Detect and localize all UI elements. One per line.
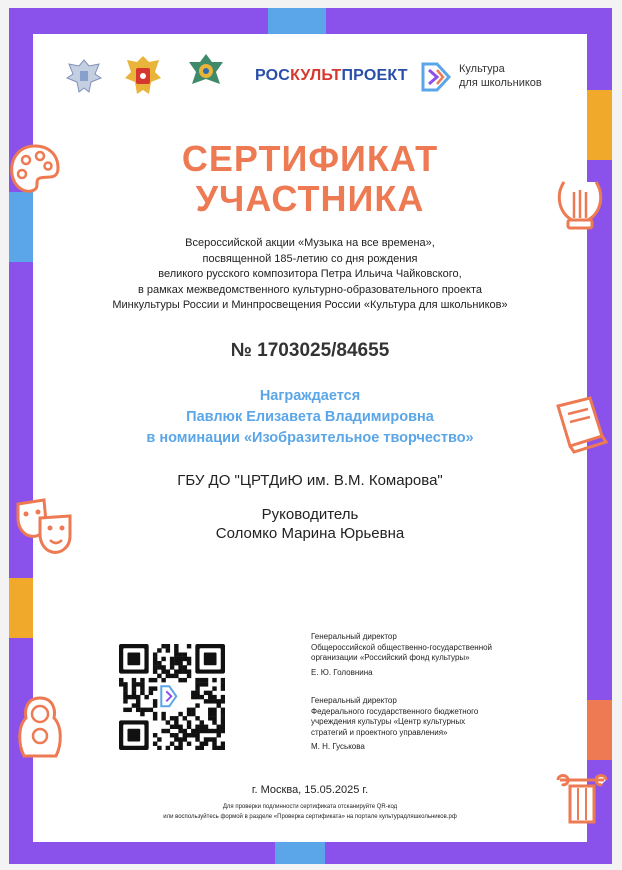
certificate-title-line1: СЕРТИФИКАТ <box>181 138 439 179</box>
moscow-emblem <box>123 54 163 103</box>
frame-band-right-yellow <box>587 90 612 160</box>
diplomatic-emblem <box>185 52 227 101</box>
frame-band-top-blue <box>268 8 326 34</box>
organization-name: ГБУ ДО "ЦРТДиЮ им. В.М. Комарова" <box>177 472 443 489</box>
qr-code <box>119 644 225 750</box>
kultura-logo-line2: для школьников <box>459 77 542 89</box>
roskultproekt-part1: РОС <box>255 67 291 84</box>
award-label: Награждается <box>259 388 361 404</box>
supervisor-name: Соломко Марина Юрьевна <box>215 525 405 542</box>
theatre-masks-icon <box>12 496 78 565</box>
column-icon <box>552 770 612 835</box>
signature-org-line: Общероссийской общественно-государственной <box>311 642 493 652</box>
book-icon <box>548 392 612 463</box>
description-line: великого русского композитора Петра Ильича Чайковского, <box>158 268 462 280</box>
signature-org-line: организации «Российский фонд культуры» <box>311 653 470 662</box>
matryoshka-icon <box>10 694 70 769</box>
signature-name: Е. Ю. Головнина <box>311 667 373 677</box>
signature-org-line: учреждения культуры «Центр культурных <box>311 717 466 726</box>
frame-band-right-orange <box>587 700 612 760</box>
frame-band-bottom-blue <box>275 842 325 864</box>
signature-title: Генеральный директор <box>311 696 397 705</box>
place-date: г. Москва, 15.05.2025 г. <box>251 784 369 796</box>
signature-name: М. Н. Гуськова <box>311 742 365 751</box>
description-line: Минкультуры России и Минпросвещения России «Культура для школьников» <box>112 299 508 311</box>
nomination: в номинации «Изобразительное творчество» <box>146 430 474 446</box>
certificate-number: № 1703025/84655 <box>230 340 390 361</box>
kultura-logo-line1: Культура <box>459 63 505 75</box>
certificate-description <box>33 236 587 314</box>
roskultproekt-part3: ПРОЕКТ <box>341 67 408 84</box>
certificate-sheet <box>33 34 587 842</box>
roskultproekt-part2: КУЛЬТ <box>290 67 342 84</box>
description-line: Всероссийской акции «Музыка на все времена», <box>185 237 435 249</box>
recipient-name: Павлюк Елизавета Владимировна <box>186 409 434 425</box>
description-line: в рамках межведомственного культурно-образовательного проекта <box>137 283 482 296</box>
verification-note-line2: или воспользуйтесь формой в разделе «Проверка сертификата» на портале культурадляшкольников.рф <box>163 814 457 820</box>
frame-band-left-yellow <box>9 578 33 638</box>
signature-org-line: стратегий и проектного управления» <box>311 727 448 737</box>
signature-title: Генеральный директор <box>311 632 397 641</box>
certificate-title-line2: УЧАСТНИКА <box>195 178 425 219</box>
lyre-icon <box>550 174 610 245</box>
signature-block-1 <box>311 632 492 678</box>
ministry-eagle-emblem <box>65 56 103 101</box>
signature-org-line: Федерального государственного бюджетного <box>311 706 479 716</box>
kultura-logo-text <box>459 62 542 90</box>
signature-block-2 <box>311 696 478 753</box>
verification-note-line1: Для проверки подлинности сертификата отсканируйте QR-код <box>222 804 398 810</box>
kultura-logo-icon <box>419 60 453 99</box>
logos-row <box>33 34 587 124</box>
description-line: посвященной 185-летию со дня рождения <box>202 252 418 265</box>
roskultproekt-logo <box>255 67 408 85</box>
supervisor-label: Руководитель <box>261 506 359 523</box>
palette-icon <box>6 140 64 205</box>
